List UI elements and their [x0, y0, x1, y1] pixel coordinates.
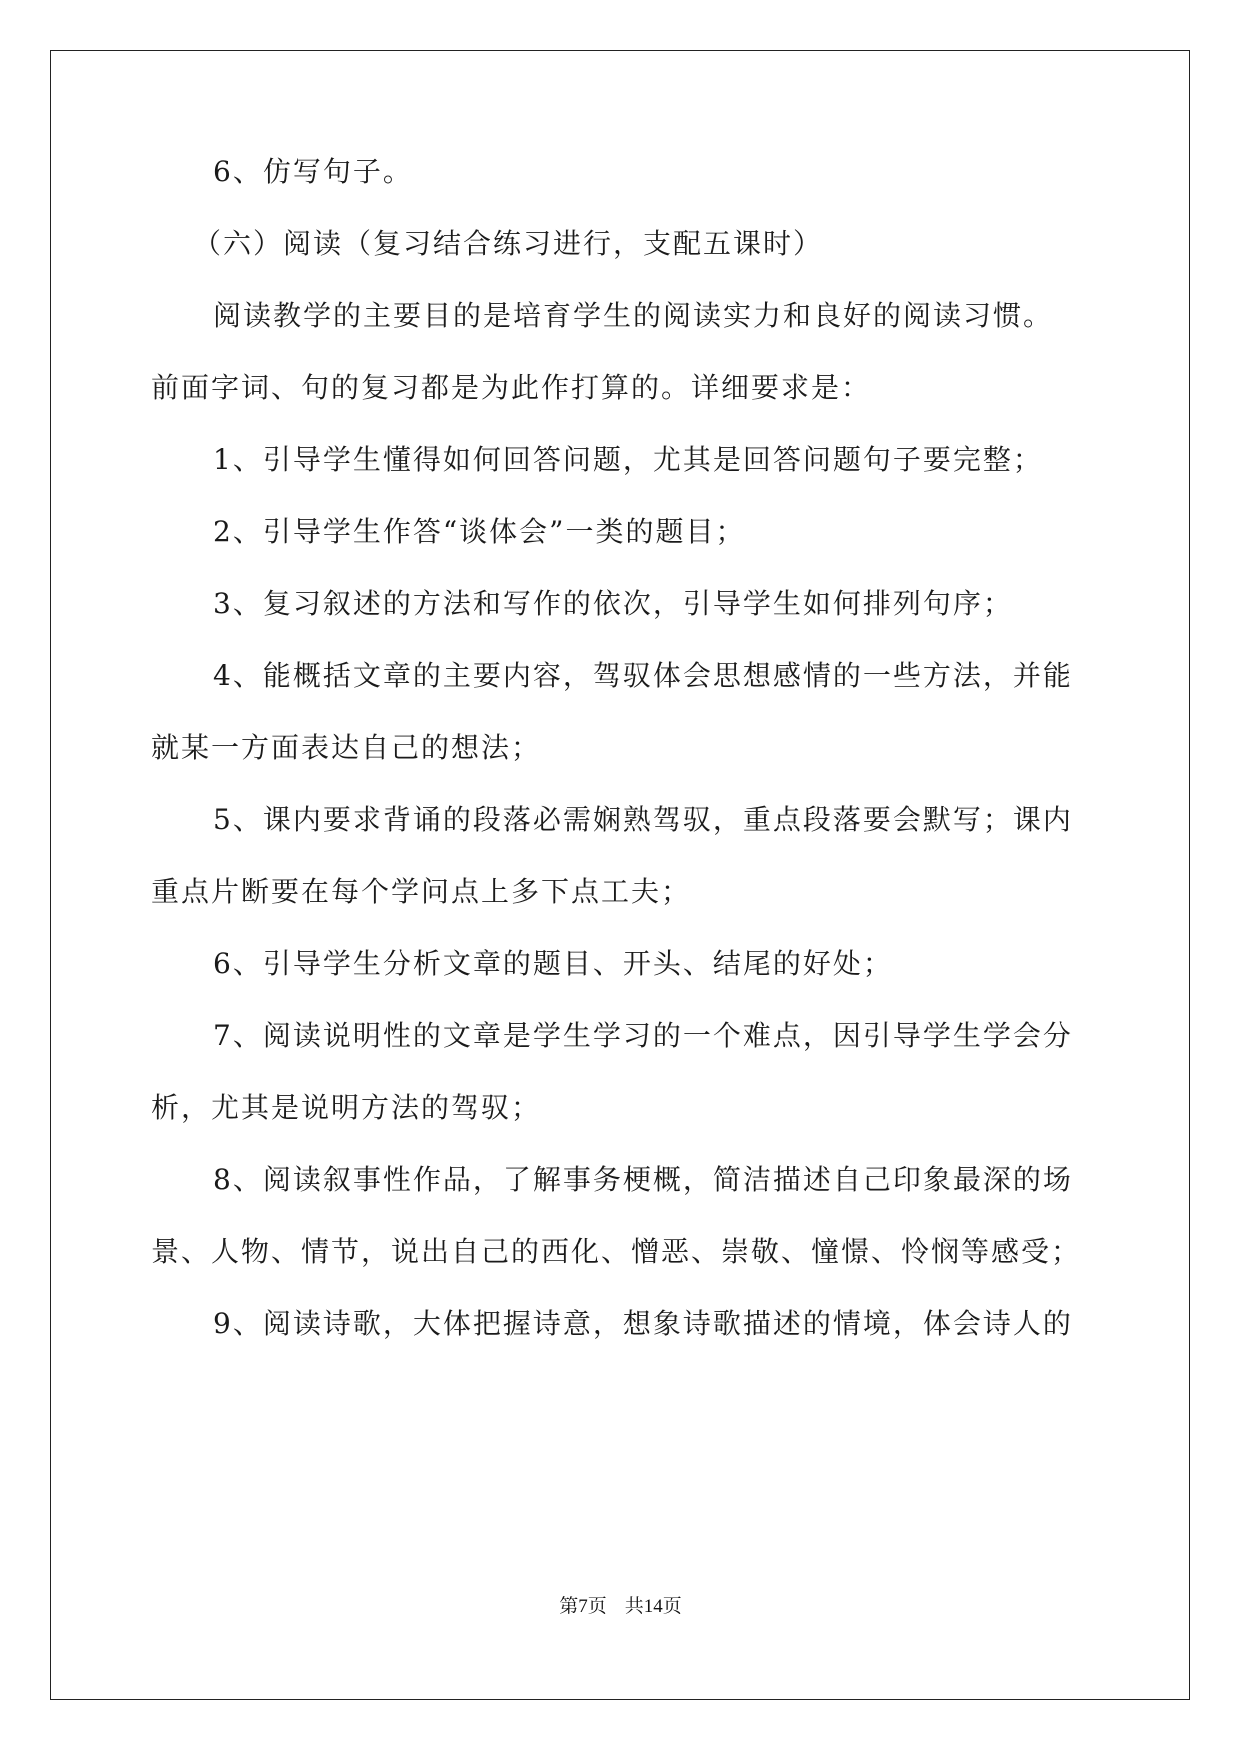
list-item: 4、能概括文章的主要内容，驾驭体会思想感情的一些方法，并能: [213, 659, 1073, 692]
list-item-continuation: 析，尤其是说明方法的驾驭；: [151, 1091, 542, 1124]
list-item-continuation: 重点片断要在每个学问点上多下点工夫；: [151, 875, 692, 908]
page-footer: [0, 1591, 1241, 1618]
list-item: 3、复习叙述的方法和写作的依次，引导学生如何排列句序；: [213, 587, 1013, 620]
list-item: 7、阅读说明性的文章是学生学习的一个难点，因引导学生学会分: [213, 1019, 1073, 1052]
paragraph-line: 6、仿写句子。: [213, 155, 413, 188]
list-item: 1、引导学生懂得如何回答问题，尤其是回答问题句子要完整；: [213, 443, 1043, 476]
section-heading: （六）阅读（复习结合练习进行，支配五课时）: [193, 227, 824, 260]
page-total: 共14页: [624, 1596, 682, 1617]
paragraph-line: 前面字词、句的复习都是为此作打算的。详细要求是：: [151, 371, 872, 404]
list-item: 5、课内要求背诵的段落必需娴熟驾驭，重点段落要会默写；课内: [213, 803, 1073, 836]
paragraph-line: 阅读教学的主要目的是培育学生的阅读实力和良好的阅读习惯。: [213, 299, 1054, 332]
list-item: 2、引导学生作答“谈体会”一类的题目；: [213, 515, 746, 548]
list-item-continuation: 景、人物、情节，说出自己的西化、憎恶、崇敬、憧憬、怜悯等感受；: [151, 1235, 1082, 1268]
page-number: 第7页: [559, 1596, 607, 1617]
list-item: 8、阅读叙事性作品，了解事务梗概，简洁描述自己印象最深的场: [213, 1163, 1073, 1196]
list-item: 6、引导学生分析文章的题目、开头、结尾的好处；: [213, 947, 893, 980]
list-item-continuation: 就某一方面表达自己的想法；: [151, 731, 542, 764]
list-item: 9、阅读诗歌，大体把握诗意，想象诗歌描述的情境，体会诗人的: [213, 1307, 1073, 1340]
